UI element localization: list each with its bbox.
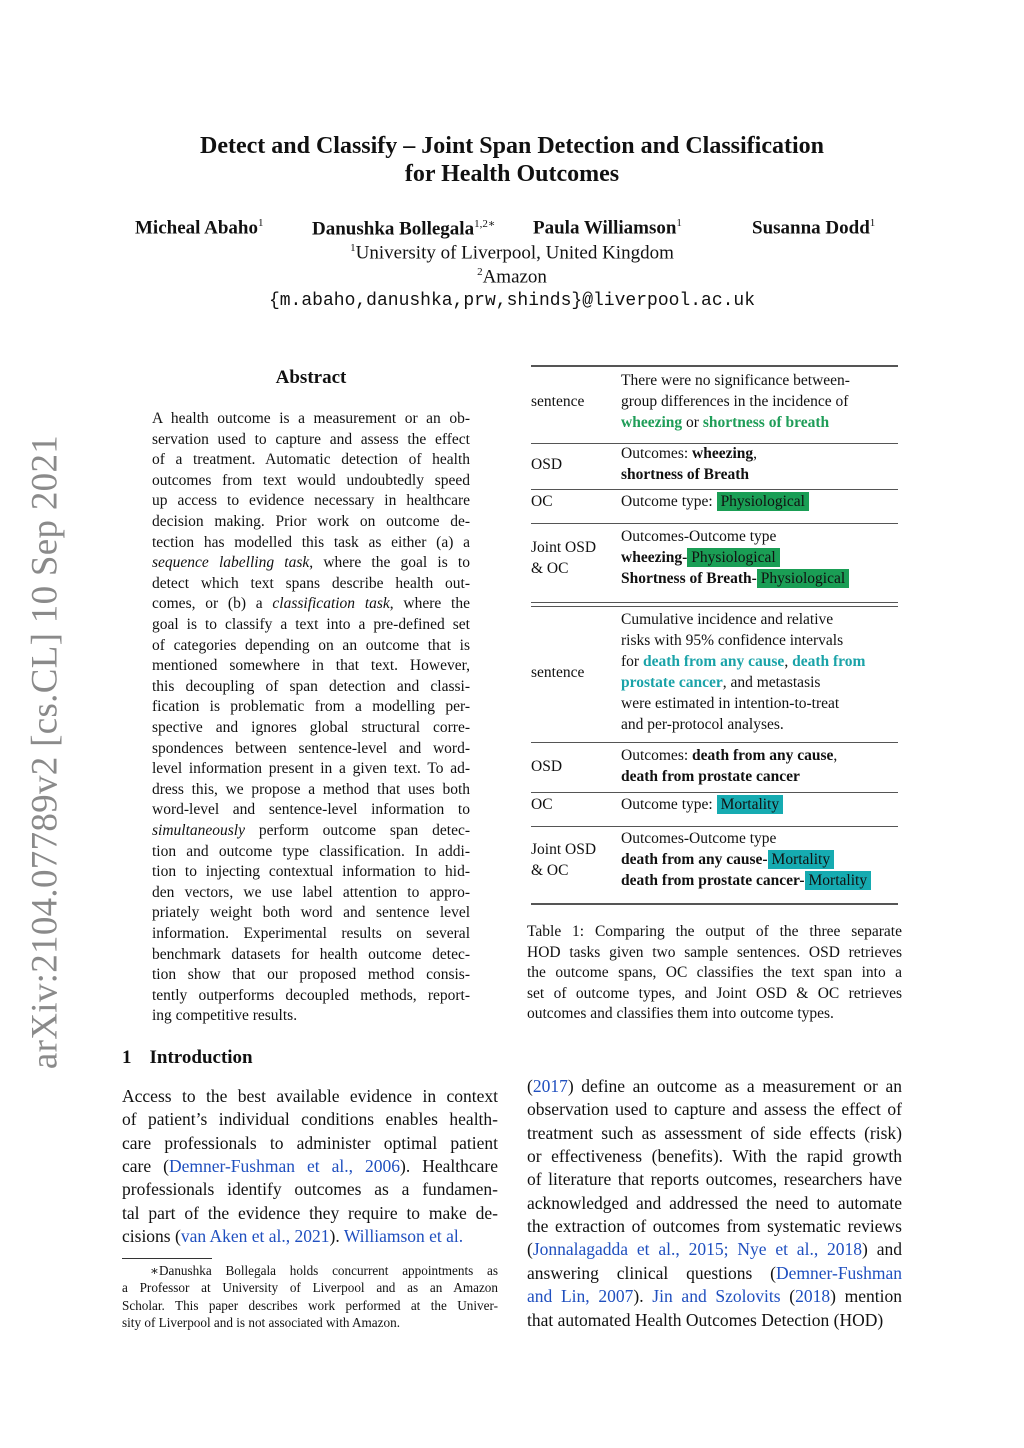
cell-line: [621, 766, 800, 787]
text-line: [527, 1238, 902, 1261]
outcome-span: prostate cancer: [621, 674, 723, 691]
text-segment: ) mention: [830, 1286, 903, 1307]
text-segment: Scholar. This paper describes work performed at the Univer-: [122, 1297, 498, 1313]
row-label: & OC: [531, 559, 569, 577]
text-line: [152, 945, 470, 966]
citation-link[interactable]: 2018: [795, 1286, 831, 1307]
text-segment: the outcome spans, OC classifies the text span into a: [527, 964, 902, 982]
cell-line: [621, 391, 848, 412]
citation-link[interactable]: Jonnalagadda et al., 2015; Nye et al., 2018: [532, 1239, 863, 1260]
cell-line: [621, 609, 833, 630]
citation-link[interactable]: Jin and Szolovits: [652, 1286, 781, 1307]
text-line: [527, 1004, 902, 1025]
affiliation-sup: 2: [477, 266, 483, 278]
text-segment: Outcomes-Outcome type: [621, 528, 777, 545]
text-segment: detect which text spans describe health out-: [152, 574, 470, 592]
cell-line: [621, 547, 780, 568]
text-segment: priately weight both word and sentence level: [152, 904, 470, 922]
text-line: [527, 1098, 902, 1121]
text-line: [122, 1279, 498, 1296]
paper-title-line-2: for Health Outcomes: [404, 161, 620, 187]
text-line: [122, 1085, 498, 1108]
text-segment: answering clinical questions (: [527, 1262, 776, 1283]
affiliation-text: Amazon: [482, 266, 547, 288]
bold-text: death from any cause-: [621, 851, 768, 868]
citation-link[interactable]: Demner-Fushman: [775, 1262, 902, 1283]
text-line: [152, 842, 470, 863]
text-segment: mentioned somewhere in that text. However,: [152, 657, 470, 675]
cell-line: [621, 443, 757, 464]
table-rule: [531, 792, 898, 793]
text-line: [527, 943, 902, 964]
text-line: [122, 1108, 498, 1131]
row-label: OSD: [531, 455, 563, 473]
paper-title-line-1: Detect and Classify – Joint Span Detection and Classification: [199, 133, 824, 159]
abstract-heading: Abstract: [275, 367, 347, 388]
affiliation-2: [0, 266, 1024, 288]
text-segment: ) define an outcome as a measurement or an: [567, 1076, 902, 1096]
text-segment: servation used to capture and assess the effect: [152, 430, 470, 448]
text-line: [152, 862, 470, 883]
text-segment: tently outperforms decoupled methods, report-: [152, 986, 470, 1004]
text-segment: spondences between sentence-level and word-: [152, 739, 470, 757]
text-segment: up access to evidence necessary in healthcare: [152, 492, 470, 510]
text-line: [152, 656, 470, 677]
text-segment: care professionals to administer optimal patient: [122, 1132, 498, 1153]
author-1: [135, 217, 263, 239]
text-segment: tion and outcome type classification. In addi-: [152, 842, 470, 860]
bold-text: death from prostate cancer-: [621, 872, 805, 889]
text-segment: Access to the best available evidence in context: [122, 1086, 498, 1106]
text-line: [152, 800, 470, 821]
text-segment: outcomes and classifies them into outcome types.: [527, 1005, 834, 1023]
text-segment: and per-protocol analyses.: [621, 716, 784, 733]
table-rule: [531, 826, 898, 827]
text-segment: (: [780, 1286, 796, 1307]
text-line: [527, 984, 902, 1005]
citation-link[interactable]: and Lin, 2007: [527, 1286, 634, 1307]
row-label: OC: [531, 493, 553, 510]
section-number: 1: [122, 1047, 132, 1068]
text-segment: the extraction of outcomes from systematic reviews: [527, 1216, 902, 1237]
text-segment: sity of Liverpool and is not associated with Amazon.: [122, 1315, 400, 1331]
author-name: Danushka Bollegala: [312, 218, 475, 240]
cell-line: [621, 794, 783, 815]
italic-text: classification task: [272, 595, 390, 613]
text-line: [527, 1168, 902, 1191]
row-label: sentence: [531, 393, 585, 410]
text-segment: decision making. Prior work on outcome de-: [152, 513, 470, 530]
row-label: OC: [531, 796, 553, 813]
section-heading-introduction: [122, 1047, 253, 1069]
text-segment: risks with 95% confidence intervals: [621, 632, 844, 649]
text-line: [152, 965, 470, 986]
text-segment: that automated Health Outcomes Detection (HOD): [527, 1309, 884, 1330]
cell-line: [621, 745, 837, 766]
bold-text: death from any cause: [692, 747, 834, 764]
bold-text: shortness of Breath: [621, 466, 750, 483]
text-line: [527, 1309, 902, 1332]
cell-line: [621, 370, 850, 391]
bold-text: death from prostate cancer: [621, 768, 800, 785]
text-segment: , where the goal is to: [309, 554, 470, 572]
outcome-span: wheezing: [621, 414, 683, 431]
text-segment: group differences in the incidence of: [621, 393, 849, 410]
text-segment: ∗Danushka Bollegala holds concurrent appointments as: [150, 1263, 498, 1278]
row-label: Joint OSD: [531, 840, 597, 858]
cell-line: [621, 693, 839, 714]
text-line: [152, 986, 470, 1007]
row-label: sentence: [531, 663, 585, 681]
text-line: [152, 450, 470, 471]
text-line: [152, 759, 470, 780]
text-segment: Outcomes-Outcome type: [621, 830, 777, 847]
text-segment: set of outcome types, and Joint OSD & OC retrieves: [527, 984, 902, 1002]
text-line: [152, 636, 470, 657]
text-segment: for: [621, 653, 643, 670]
outcome-span: shortness of breath: [702, 414, 830, 431]
text-segment: were estimated in intention-to-treat: [621, 695, 840, 712]
text-line: [527, 1145, 902, 1168]
bold-text: Shortness of Breath-: [621, 570, 757, 587]
italic-text: sequence labelling task: [152, 554, 310, 572]
text-segment: of categories depending on an outcome that is: [152, 636, 470, 654]
text-line: [122, 1262, 498, 1279]
citation-link[interactable]: Demner-Fushman et al., 2006: [168, 1156, 400, 1177]
italic-text: simultaneously: [152, 822, 245, 839]
text-segment: den vectors, we use label attention to appro-: [152, 883, 470, 901]
affiliation-sup: 1: [350, 242, 356, 254]
author-sup: 1: [676, 217, 682, 229]
text-segment: tion to injecting contextual information to hid-: [152, 863, 470, 881]
text-segment: ,: [784, 653, 793, 670]
row-label: Joint OSD: [531, 538, 597, 556]
author-sup: 1,2∗: [474, 218, 496, 230]
text-segment: ).: [633, 1286, 653, 1307]
text-line: [527, 1215, 902, 1238]
text-segment: information. Experimental results on several: [152, 925, 470, 942]
text-line: [152, 821, 470, 842]
text-line: [152, 883, 470, 904]
text-line: [122, 1178, 498, 1201]
author-2: [312, 217, 495, 240]
text-line: [152, 739, 470, 760]
cell-line: [621, 870, 871, 891]
text-segment: goal is to classify a text into a pre-defined set: [152, 616, 470, 633]
text-segment: this decoupling of span detection and classi-: [152, 677, 470, 695]
text-segment: ing competitive results.: [152, 1007, 298, 1025]
text-segment: Outcomes:: [621, 747, 693, 764]
text-segment: benchmark datasets for health outcome detec-: [152, 945, 470, 963]
outcome-type-badge: Mortality: [717, 795, 784, 814]
text-segment: (: [527, 1239, 533, 1260]
text-line: [152, 718, 470, 739]
text-line: [122, 1314, 498, 1331]
text-segment: a Professor at University of Liverpool and as an Amazon: [122, 1280, 498, 1296]
text-line: [152, 512, 470, 533]
citation-link[interactable]: van Aken et al., 2021: [180, 1226, 330, 1247]
cell-line: [621, 651, 865, 672]
text-segment: spective and ignores global structural corre-: [152, 719, 470, 736]
text-line: [152, 924, 470, 945]
text-segment: of literature that reports outcomes, researchers have: [527, 1169, 902, 1190]
outcome-type-badge: Mortality: [805, 871, 872, 890]
outcome-type-badge: Physiological: [687, 548, 779, 567]
text-segment: Outcome type:: [621, 796, 717, 813]
text-line: [527, 1262, 902, 1285]
affiliation-text: University of Liverpool, United Kingdom: [355, 242, 674, 264]
text-line: [152, 491, 470, 512]
author-emails: {m.abaho,danushka,prw,shinds}@liverpool.ac.uk: [268, 291, 756, 311]
text-segment: or: [682, 414, 703, 431]
text-line: [152, 903, 470, 924]
text-line: [152, 594, 470, 615]
author-sup: 1: [257, 217, 264, 229]
text-segment: or effectiveness (benefits). With the rapid growth: [527, 1146, 902, 1167]
text-segment: tection has modelled this task as either (a) a: [152, 533, 470, 551]
text-segment: Table 1: Comparing the output of the three separate: [527, 923, 902, 940]
author-sup: 1: [869, 217, 876, 229]
arxiv-stamp: arXiv:2104.07789v2 [cs.CL] 10 Sep 2021: [24, 434, 66, 1070]
text-line: [152, 533, 470, 554]
text-line: [152, 615, 470, 636]
text-segment: ). Healthcare: [400, 1156, 498, 1177]
author-3: [533, 217, 682, 239]
text-segment: ,: [833, 747, 838, 764]
text-segment: A health outcome is a measurement or an ob-: [152, 410, 470, 427]
author-name: Micheal Abaho: [135, 217, 258, 239]
text-segment: tion show that our proposed method consis-: [152, 966, 470, 984]
cell-line: [621, 630, 843, 651]
text-segment: outcomes from text would undoubtedly speed: [152, 471, 470, 489]
text-line: [122, 1155, 498, 1178]
outcome-type-badge: Mortality: [768, 850, 835, 869]
table-rule: [531, 742, 898, 743]
text-line: [152, 430, 470, 451]
text-segment: professionals identify outcomes as a fundamen-: [122, 1179, 498, 1200]
text-segment: level information present in a given text. To ad-: [152, 760, 470, 778]
text-line: [152, 697, 470, 718]
text-line: [122, 1132, 498, 1155]
text-segment: acknowledged and addressed the need to automate: [527, 1192, 902, 1213]
text-segment: of patient’s individual conditions enables health-: [122, 1109, 498, 1130]
text-segment: Cumulative incidence and relative: [621, 611, 834, 628]
text-segment: care (: [122, 1156, 169, 1177]
text-segment: of a treatment. Automatic detection of health: [152, 451, 470, 469]
text-segment: , where the: [389, 595, 470, 613]
table-rule: [531, 903, 898, 905]
row-label: & OC: [531, 861, 569, 879]
table-rule: [531, 523, 898, 524]
text-line: [122, 1202, 498, 1225]
cell-line: [621, 849, 834, 870]
section-title: Introduction: [149, 1047, 253, 1068]
row-label: OSD: [531, 757, 563, 775]
table-rule: [531, 365, 898, 367]
cell-line: [621, 464, 749, 485]
text-segment: Outcomes:: [621, 445, 693, 462]
text-segment: (: [527, 1076, 533, 1096]
text-segment: ) and: [862, 1239, 902, 1260]
text-segment: word-level and sentence-level information to: [152, 801, 470, 819]
text-line: [122, 1225, 498, 1248]
author-name: Paula Williamson: [533, 217, 677, 239]
text-line: [152, 677, 470, 698]
text-segment: cisions (: [122, 1226, 181, 1247]
text-line: [527, 1192, 902, 1215]
text-line: [527, 1075, 902, 1098]
text-segment: comes, or (b) a: [152, 595, 273, 613]
outcome-type-badge: Physiological: [717, 492, 809, 511]
affiliation-1: [0, 242, 1024, 264]
text-line: [152, 471, 470, 492]
citation-link[interactable]: 2017: [532, 1076, 568, 1096]
cell-line: [621, 526, 776, 547]
cell-line: [621, 828, 776, 849]
text-segment: ).: [329, 1226, 344, 1247]
text-line: [152, 409, 470, 430]
outcome-span: death from: [792, 653, 866, 670]
text-line: [527, 963, 902, 984]
cell-line: [621, 672, 820, 693]
text-segment: observation used to capture and assess the effect of: [527, 1099, 902, 1120]
table-rule: [531, 602, 898, 603]
text-segment: , and metastasis: [722, 674, 821, 691]
text-segment: fication is problematic from a modelling per-: [152, 698, 470, 716]
text-segment: Outcome type:: [621, 493, 717, 510]
text-segment: perform outcome span detec-: [245, 822, 470, 839]
text-line: [152, 780, 470, 801]
text-line: [527, 1285, 902, 1308]
bold-text: wheezing: [692, 445, 754, 462]
cell-line: [621, 568, 849, 589]
bold-text: wheezing-: [621, 549, 688, 566]
footnote-divider: [122, 1258, 212, 1259]
table-rule: [531, 606, 898, 607]
text-line: [527, 1122, 902, 1145]
text-segment: There were no significance between-: [621, 372, 850, 389]
text-line: [152, 553, 470, 574]
text-segment: tal part of the evidence they require to make de-: [122, 1202, 498, 1223]
outcome-type-badge: Physiological: [757, 569, 849, 588]
text-segment: HOD tasks given two sample sentences. OSD retrieves: [527, 943, 902, 961]
citation-link[interactable]: Williamson et al.: [343, 1226, 464, 1247]
outcome-span: death from any cause: [642, 653, 785, 670]
cell-line: [621, 491, 809, 512]
cell-line: [621, 412, 829, 433]
text-line: [152, 574, 470, 595]
author-4: [752, 217, 875, 239]
text-line: [122, 1297, 498, 1314]
text-segment: ,: [753, 445, 758, 462]
text-line: [527, 922, 902, 943]
table-rule: [531, 489, 898, 490]
author-name: Susanna Dodd: [752, 217, 870, 239]
text-segment: dress this, we propose a method that uses both: [152, 780, 470, 798]
text-segment: treatment such as assessment of side effects (risk): [527, 1122, 902, 1143]
text-line: [152, 1006, 470, 1027]
cell-line: [621, 714, 784, 735]
